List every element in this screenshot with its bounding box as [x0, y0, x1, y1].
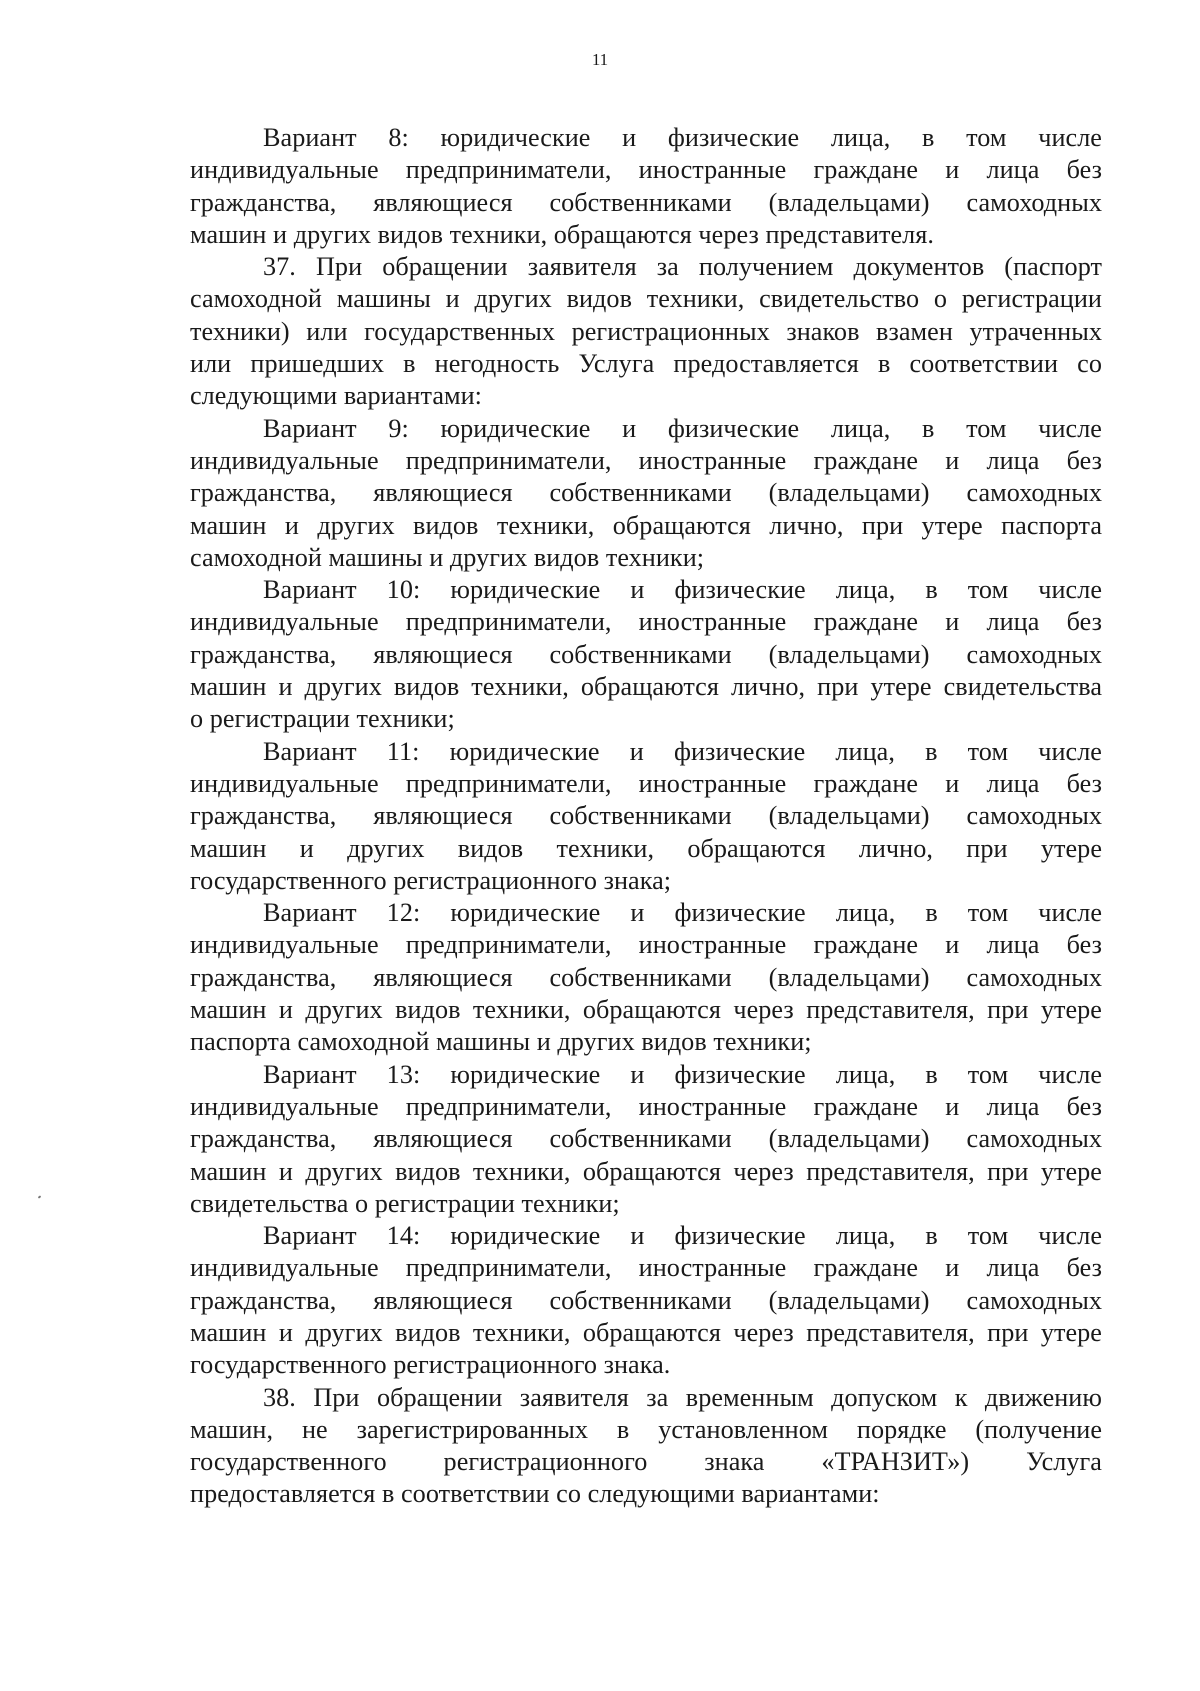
text-line: машин, не зарегистрированных в установленном порядке (получение — [190, 1414, 1102, 1444]
text-line: гражданства, являющиеся собственниками (владельцами) самоходных — [190, 478, 1102, 508]
text-line: или пришедших в негодность Услуга предоставляется в соответствии со — [190, 349, 1102, 379]
document-body — [190, 122, 1102, 1511]
text-line: Вариант 12: юридические и физические лица, в том числе — [263, 898, 1102, 928]
text-line: индивидуальные предприниматели, иностранные граждане и лица без — [190, 155, 1102, 185]
text-line: Вариант 13: юридические и физические лица, в том числе — [263, 1059, 1102, 1089]
text-line: Вариант 11: юридические и физические лица, в том числе — [263, 736, 1102, 766]
paragraph-variant-12 — [190, 897, 1102, 1058]
text-line: следующими вариантами: — [190, 381, 483, 411]
text-line: государственного регистрационного знака; — [190, 865, 672, 895]
text-line: индивидуальные предприниматели, иностранные граждане и лица без — [190, 768, 1102, 798]
text-line: о регистрации техники; — [190, 704, 455, 734]
text-line: гражданства, являющиеся собственниками (владельцами) самоходных — [190, 639, 1102, 669]
scan-speck — [38, 1195, 42, 1198]
paragraph-variant-10 — [190, 574, 1102, 735]
text-line: Вариант 14: юридические и физические лица, в том числе — [263, 1221, 1102, 1251]
text-line: техники) или государственных регистрационных знаков взамен утраченных — [190, 316, 1102, 346]
text-line: машин и других видов техники, обращаются через представителя, при утере — [190, 1317, 1102, 1347]
paragraph-item-37 — [190, 251, 1102, 412]
paragraph-variant-14 — [190, 1220, 1102, 1381]
text-line: индивидуальные предприниматели, иностранные граждане и лица без — [190, 1091, 1102, 1121]
text-line: гражданства, являющиеся собственниками (владельцами) самоходных — [190, 187, 1102, 217]
text-line: 38. При обращении заявителя за временным допуском к движению — [263, 1382, 1102, 1412]
paragraph-variant-9 — [190, 413, 1102, 574]
text-line: машин и других видов техники, обращаются через представителя. — [190, 219, 934, 249]
text-line: государственного регистрационного знака «ТРАНЗИТ») Услуга — [190, 1447, 1102, 1477]
paragraph-variant-11 — [190, 736, 1102, 897]
page-number: 11 — [591, 50, 609, 69]
text-line: гражданства, являющиеся собственниками (владельцами) самоходных — [190, 801, 1102, 831]
text-line: предоставляется в соответствии со следующими вариантами: — [190, 1479, 880, 1509]
text-line: Вариант 10: юридические и физические лица, в том числе — [263, 575, 1102, 605]
paragraph-variant-13 — [190, 1059, 1102, 1220]
text-line: гражданства, являющиеся собственниками (владельцами) самоходных — [190, 962, 1102, 992]
text-line: Вариант 9: юридические и физические лица, в том числе — [263, 413, 1102, 443]
text-line: машин и других видов техники, обращаются лично, при утере паспорта — [190, 510, 1102, 540]
text-line: машин и других видов техники, обращаются лично, при утере свидетельства — [190, 672, 1102, 702]
text-line: индивидуальные предприниматели, иностранные граждане и лица без — [190, 930, 1102, 960]
text-line: гражданства, являющиеся собственниками (владельцами) самоходных — [190, 1124, 1102, 1154]
text-line: индивидуальные предприниматели, иностранные граждане и лица без — [190, 607, 1102, 637]
text-line: машин и других видов техники, обращаются через представителя, при утере — [190, 995, 1102, 1025]
text-line: машин и других видов техники, обращаются через представителя, при утере — [190, 1156, 1102, 1186]
text-line: свидетельства о регистрации техники; — [190, 1188, 620, 1218]
text-line: паспорта самоходной машины и других видов техники; — [190, 1027, 812, 1057]
text-line: Вариант 8: юридические и физические лица, в том числе — [263, 123, 1102, 152]
text-line: гражданства, являющиеся собственниками (владельцами) самоходных — [190, 1285, 1102, 1315]
text-line: самоходной машины и других видов техники; — [190, 542, 705, 572]
text-line: индивидуальные предприниматели, иностранные граждане и лица без — [190, 1253, 1102, 1283]
text-line: 37. При обращении заявителя за получением документов (паспорт — [263, 252, 1102, 282]
text-line: машин и других видов техники, обращаются лично, при утере — [190, 833, 1102, 863]
text-line: самоходной машины и других видов техники, свидетельство о регистрации — [190, 284, 1102, 314]
paragraph-item-38 — [190, 1382, 1102, 1511]
paragraph-variant-8 — [190, 122, 1102, 251]
text-line: государственного регистрационного знака. — [190, 1350, 671, 1380]
text-line: индивидуальные предприниматели, иностранные граждане и лица без — [190, 445, 1102, 475]
